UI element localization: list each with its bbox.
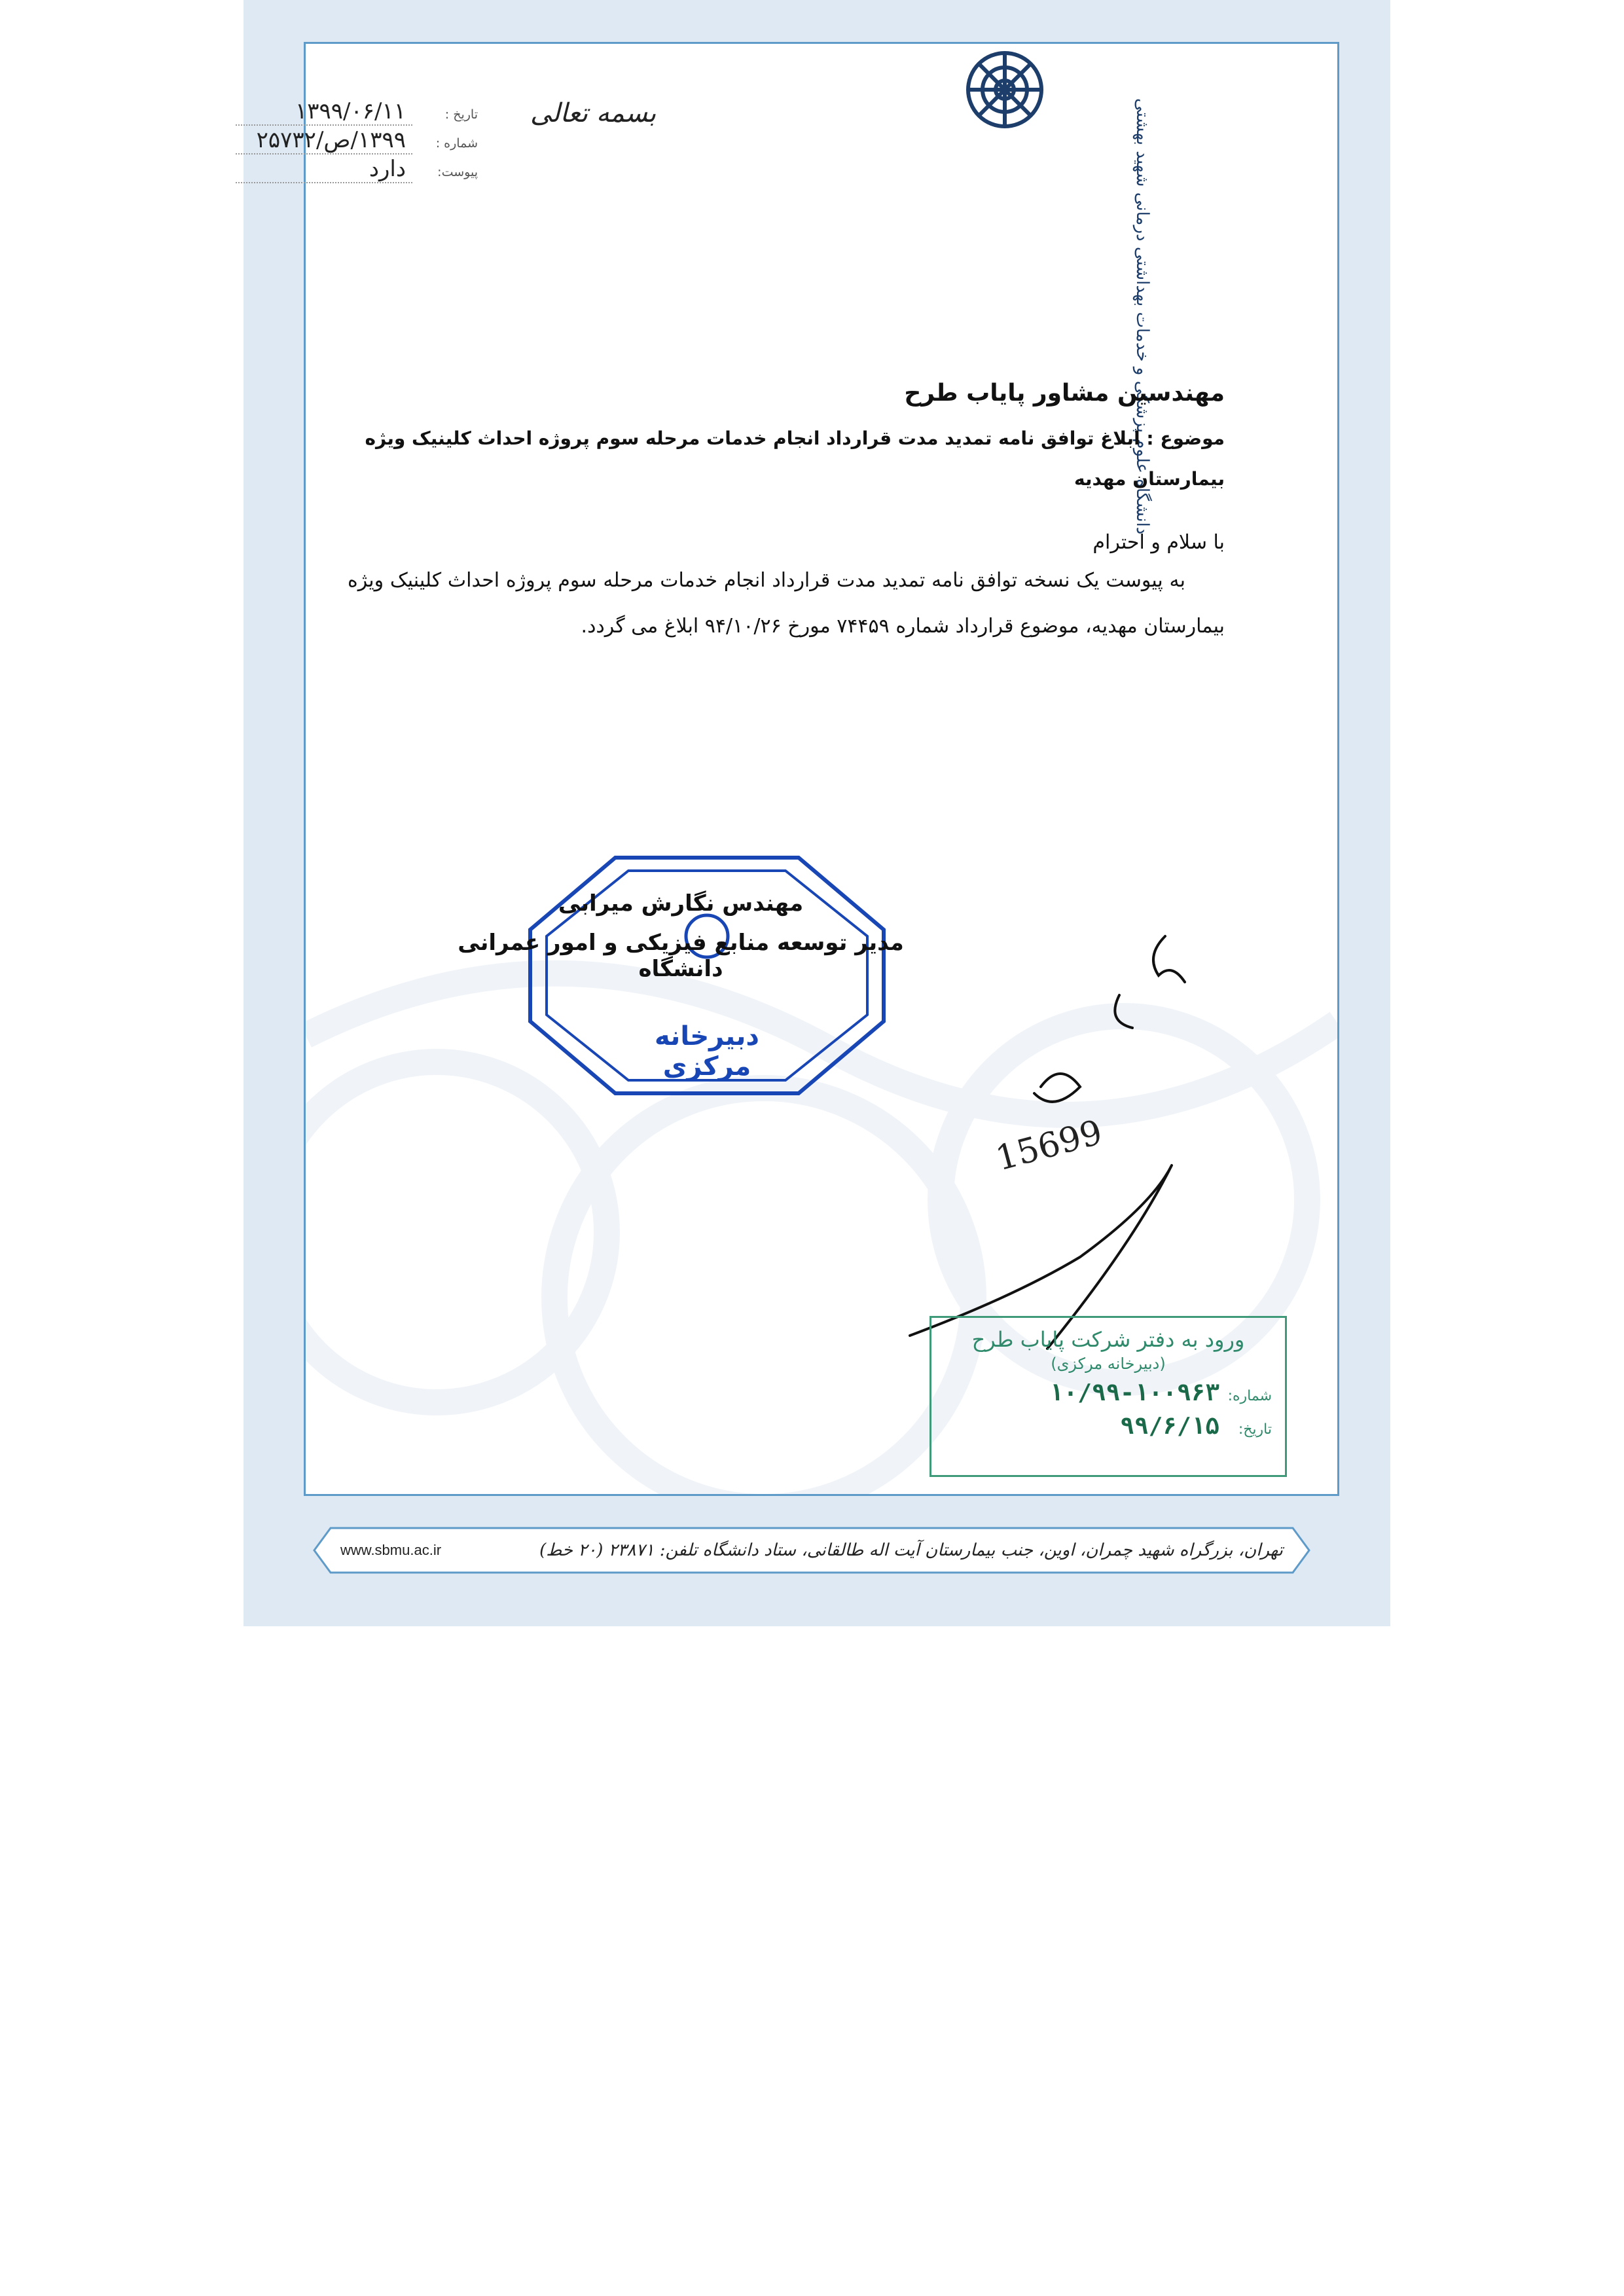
flower-emblem-icon — [962, 47, 1047, 132]
meta-attachment-row — [118, 156, 478, 185]
footer-content — [301, 1525, 1322, 1575]
footer-website[interactable]: www.sbmu.ac.ir — [340, 1542, 442, 1558]
date-value: ۱۳۹۹/۰۶/۱۱ — [236, 98, 412, 126]
meta-number-row — [118, 127, 478, 156]
subject-line: موضوع : ابلاغ توافق نامه تمدید مدت قرارداد انجام خدمات مرحله سوم پروژه احداث کلینیک ویژه بیمارستان مهدیه — [365, 428, 1225, 490]
receipt-number-label: شماره: — [1227, 1388, 1272, 1404]
footer-bar — [301, 1525, 1322, 1575]
stamp-label: دبیرخانه مرکزی — [655, 1021, 759, 1082]
signatory-title: مدیر توسعه منابع فیزیکی و امور عمرانی دانشگاه — [458, 930, 904, 982]
receipt-stamp — [929, 1316, 1287, 1477]
receipt-date-label: تاریخ: — [1238, 1421, 1272, 1438]
receipt-number-row — [931, 1379, 1285, 1406]
handwritten-note-number: 15699 — [992, 1112, 1107, 1179]
receipt-date-row — [931, 1413, 1285, 1440]
footer-address: تهران، بزرگراه شهید چمران، اوین، جنب بیمارستان آیت اله طالقانی، ستاد دانشگاه تلفن: ۲۳۸۷۱ (۲۰ خط) — [539, 1540, 1283, 1560]
number-label: شماره : — [435, 136, 478, 151]
letter-body — [348, 380, 1225, 649]
number-value: ۱۳۹۹/ص/۲۵۷۳۲ — [236, 127, 412, 155]
body-paragraph: به پیوست یک نسخه توافق نامه تمدید مدت قرارداد انجام خدمات مرحله سوم پروژه احداث کلینیک ویژه بیمارستان مهدیه، موضوع قرارداد شماره ۷۴۴۵۹ مورخ ۹۴/۱۰/۲۶ ابلاغ می گردد. — [348, 569, 1225, 638]
attachment-value: دارد — [236, 156, 412, 183]
meta-date-row — [118, 98, 478, 127]
greeting: با سلام و احترام — [1092, 531, 1225, 554]
bismillah: بسمه تعالی — [530, 98, 657, 128]
attachment-label: پیوست: — [437, 165, 478, 179]
date-label: تاریخ : — [444, 107, 478, 122]
signatory-name: مهندس نگارش میرابی — [558, 890, 804, 917]
university-logo — [851, 47, 1047, 152]
letter-meta — [118, 98, 478, 185]
receipt-number-value: ۱۰/۹۹-۱۰۰۹۶۳ — [1049, 1379, 1219, 1406]
addressee: مهندسین مشاور پایاب طرح — [904, 380, 1225, 407]
university-name: دانشگاه علوم پزشکی و خدمات بهداشتی درمانی شهید بهشتی — [1132, 98, 1152, 535]
receipt-date-value: ۹۹/۶/۱۵ — [1120, 1413, 1219, 1440]
signature-block — [419, 890, 943, 982]
receipt-title: ورود به دفتر شرکت پایاب طرح — [971, 1327, 1245, 1352]
receipt-subtitle: (دبیرخانه مرکزی) — [1051, 1355, 1166, 1373]
